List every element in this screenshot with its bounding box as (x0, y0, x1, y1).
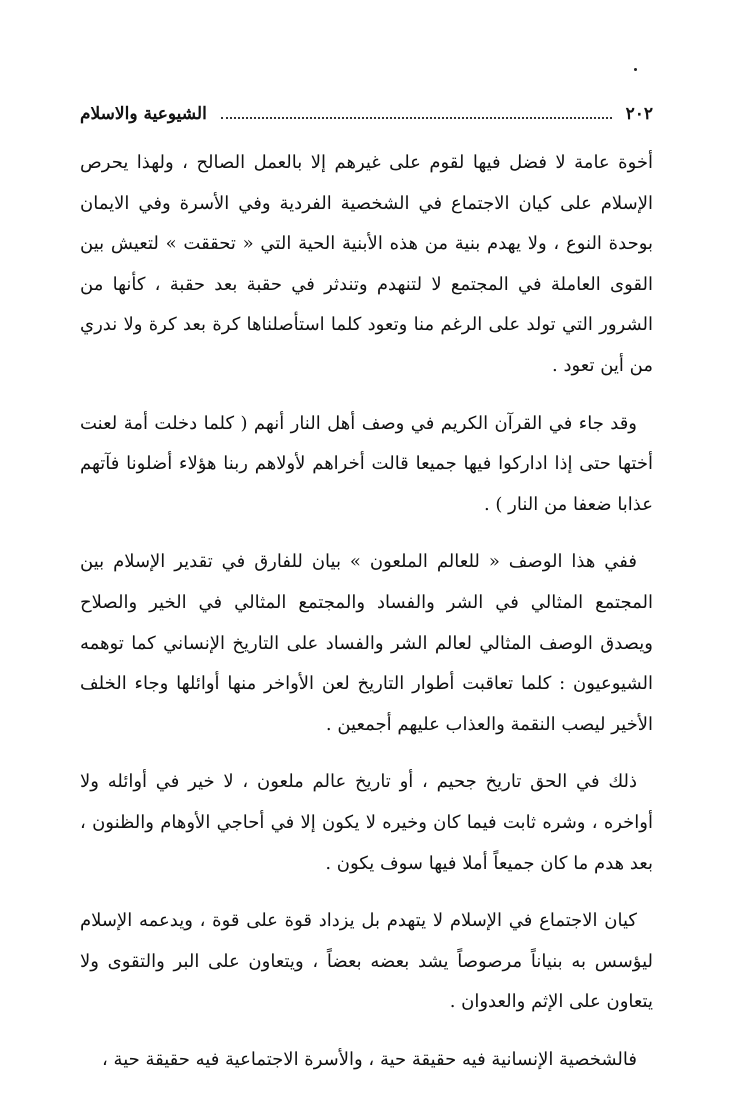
body-text (80, 143, 653, 1097)
paragraph-2: وقد جاء في القرآن الكريم في وصف أهل النار أنهم ( كلما دخلت أمة لعنت أختها حتى إذا اداركوا فيها جميعا قالت أخراهم لأولاهم ربنا هؤلاء أضلونا فآتهم عذابا ضعفا من النار ) . (80, 412, 653, 515)
page-number: ٢٠٢ (625, 104, 653, 124)
running-title: الشيوعية والاسلام (80, 104, 207, 124)
paragraph-1: أخوة عامة لا فضل فيها لقوم على غيرهم إلا بالعمل الصالح ، ولهذا يحرص الإسلام على كيان الاجتماع في الشخصية الفردية وفي الأسرة وفي الايمان بوحدة النوع ، ولا يهدم بنية من هذه الأبنية الحية التي « تحققت » لتعيش بين القوى العاملة في المجتمع لا لتنهدم وتندثر في حقبة بعد حقبة ، كأنها من الشرور التي تولد على الرغم منا وتعود كلما استأصلناها كرة بعد كرة ولا ندري من أين تعود . (80, 152, 653, 376)
paragraph-5: كيان الاجتماع في الإسلام لا يتهدم بل يزداد قوة على قوة ، ويدعمه الإسلام ليؤسس به بنياناً مرصوصاً يشد بعضه بعضاً ، ويتعاون على البر والتقوى ولا يتعاون على الإثم والعدوان . (80, 910, 653, 1013)
paragraph-3: ففي هذا الوصف « للعالم الملعون » بيان للفارق في تقدير الإسلام بين المجتمع المثالي في الشر والفساد والمجتمع المثالي في الخير والصلاح ويصدق الوصف المثالي لعالم الشر والفساد على التاريخ الإنساني كما توهمه الشيوعيون : كلما تعاقبت أطوار التاريخ لعن الأواخر منها أوائلها وجاء الخلف الأخير ليصب النقمة والعذاب عليهم أجمعين . (80, 551, 653, 735)
page-header (80, 98, 653, 130)
paragraph-6: فالشخصية الإنسانية فيه حقيقة حية ، والأسرة الاجتماعية فيه حقيقة حية ، (102, 1048, 637, 1070)
paragraph-4: ذلك في الحق تاريخ جحيم ، أو تاريخ عالم ملعون ، لا خير في أوائله ولا أواخره ، وشره ثابت فيما كان وخيره لا يكون إلا في أحاجي الأوهام والظنون ، بعد هدم ما كان جميعاً أملا فيها سوف يكون . (80, 771, 653, 874)
ink-speck (634, 68, 637, 71)
header-dotted-leader (221, 109, 612, 119)
